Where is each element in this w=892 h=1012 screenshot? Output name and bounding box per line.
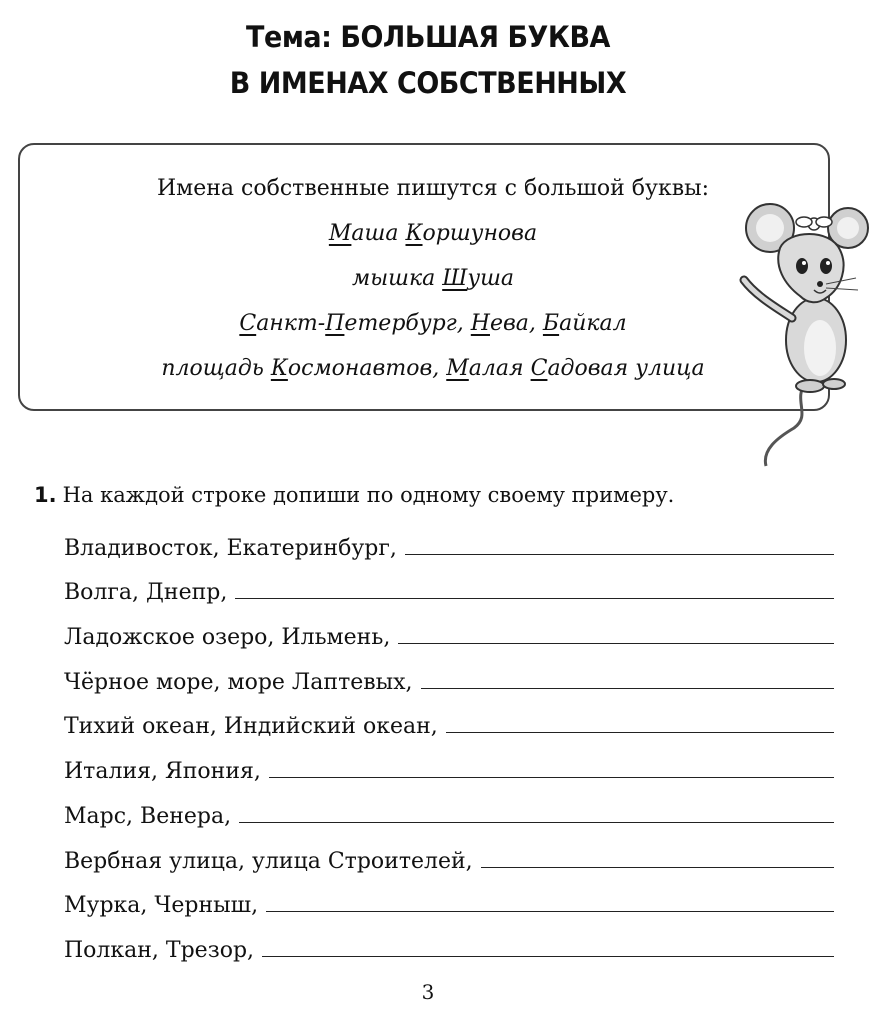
answer-row bbox=[64, 701, 834, 746]
answer-row bbox=[64, 522, 834, 567]
answer-line[interactable] bbox=[446, 732, 834, 733]
row-text: Ладожское озеро, Ильмень, bbox=[64, 625, 391, 651]
capital-letter: Б bbox=[542, 311, 560, 336]
answer-row bbox=[64, 656, 834, 701]
capital-letter: М bbox=[446, 356, 469, 381]
answer-row bbox=[64, 611, 834, 656]
row-text: Мурка, Черныш, bbox=[64, 893, 259, 919]
title-line-2: В ИМЕНАХ СОБСТВЕННЫХ bbox=[229, 66, 627, 100]
answer-row bbox=[64, 924, 834, 969]
capital-letter: Ш bbox=[442, 266, 468, 291]
example-text: мышка bbox=[351, 266, 443, 291]
capital-letter: С bbox=[530, 356, 548, 381]
example-text: етербург, bbox=[344, 311, 471, 336]
capital-letter: К bbox=[405, 221, 423, 246]
row-text: Марс, Венера, bbox=[64, 803, 232, 829]
capital-letter: П bbox=[325, 311, 345, 336]
page-number: 3 bbox=[421, 980, 435, 1004]
answer-line[interactable] bbox=[481, 867, 834, 868]
answer-line[interactable] bbox=[266, 911, 834, 912]
row-text: Чёрное море, море Лаптевых, bbox=[64, 669, 413, 695]
task-instruction-text: На каждой строке допиши по одному своему примеру. bbox=[62, 483, 675, 507]
capital-letter: К bbox=[270, 356, 288, 381]
answer-line[interactable] bbox=[235, 598, 834, 599]
example-text: площадь bbox=[161, 356, 271, 381]
example-text: осмонавтов, bbox=[287, 356, 447, 381]
answer-line[interactable] bbox=[269, 777, 834, 778]
answer-row bbox=[64, 790, 834, 835]
answer-line[interactable] bbox=[239, 822, 834, 823]
answer-row bbox=[64, 567, 834, 612]
capital-letter: М bbox=[328, 221, 352, 246]
example-text: айкал bbox=[559, 311, 627, 336]
example-text: анкт- bbox=[256, 311, 326, 336]
capital-letter: С bbox=[239, 311, 257, 336]
row-text: Волга, Днепр, bbox=[64, 580, 228, 606]
answer-line[interactable] bbox=[421, 688, 834, 689]
mouse-illustration bbox=[722, 200, 884, 470]
title-line-1: Тема: БОЛЬШАЯ БУКВА bbox=[246, 20, 610, 54]
answer-line[interactable] bbox=[405, 554, 834, 555]
row-text: Италия, Япония, bbox=[64, 759, 261, 785]
answer-line[interactable] bbox=[398, 643, 834, 644]
task-number: 1. bbox=[34, 483, 57, 507]
rule-lead: Имена собственные пишутся с большой буквы: bbox=[156, 176, 710, 201]
example-text: оршунова bbox=[422, 221, 538, 246]
example-text: адовая улица bbox=[547, 356, 705, 381]
example-text: алая bbox=[468, 356, 531, 381]
answer-row bbox=[64, 880, 834, 925]
row-text: Тихий океан, Индийский океан, bbox=[64, 714, 438, 740]
page-title bbox=[30, 14, 826, 106]
answer-line[interactable] bbox=[262, 956, 834, 957]
example-text: ева, bbox=[489, 311, 543, 336]
answer-row bbox=[64, 745, 834, 790]
row-text: Полкан, Трезор, bbox=[64, 937, 255, 963]
example-text: аша bbox=[351, 221, 406, 246]
task-1-instruction bbox=[34, 480, 674, 510]
answer-rows bbox=[64, 522, 834, 969]
example-text: уша bbox=[467, 266, 515, 291]
row-text: Вербная улица, улица Строителей, bbox=[64, 848, 473, 874]
capital-letter: Н bbox=[470, 311, 490, 336]
answer-row bbox=[64, 835, 834, 880]
row-text: Владивосток, Екатеринбург, bbox=[64, 535, 397, 561]
